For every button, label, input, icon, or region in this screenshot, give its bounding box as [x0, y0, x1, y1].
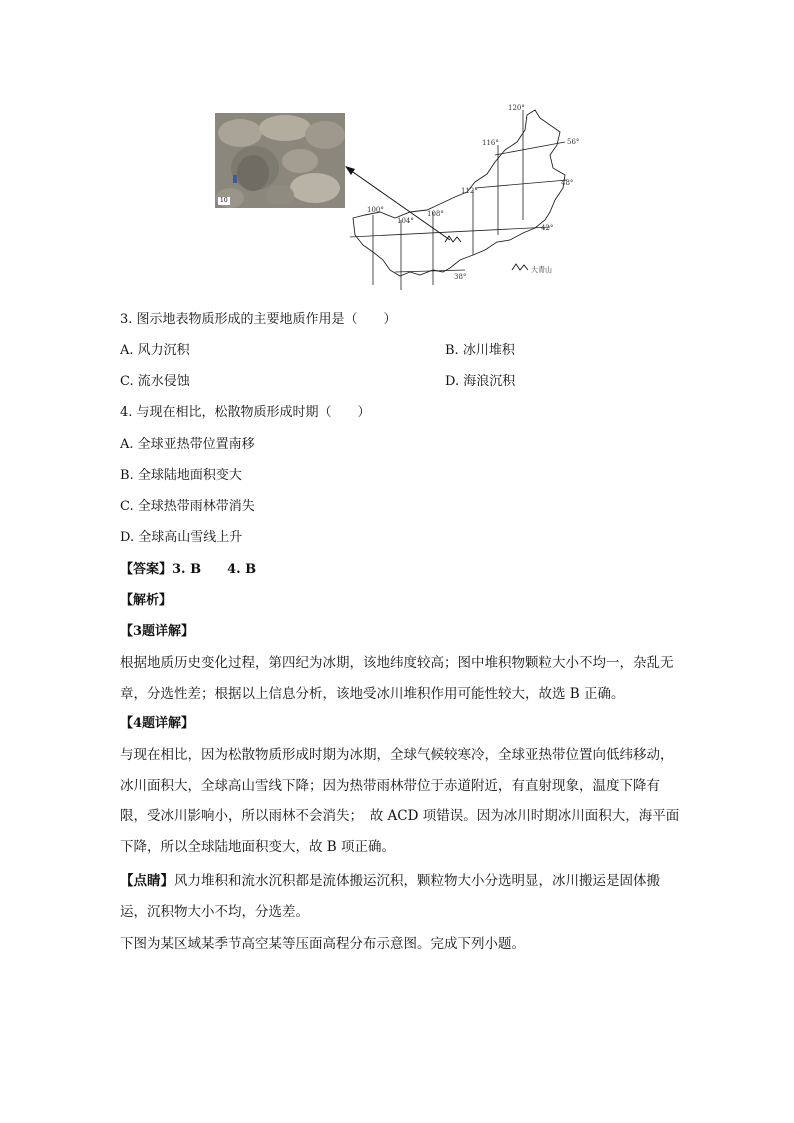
latitude-label-48: 48° [561, 179, 574, 187]
highlight-text: 风力堆积和流水沉积都是流体搬运沉积，颗粒物大小分选明显，冰川搬运是固体搬运，沉积物大小不均，分选差。 [120, 873, 660, 920]
q3-option-b: B. 冰川堆积 [445, 343, 515, 358]
next-intro: 下图为某区域某季节高空某等压面高程分布示意图。完成下列小题。 [120, 936, 525, 952]
photo-scale-label: 10 [220, 197, 228, 204]
latitude-label-56: 56° [567, 138, 580, 146]
detail3-label: 【3题详解】 [120, 624, 195, 639]
detail3-text: 根据地质历史变化过程，第四纪为冰期，该地纬度较高；图中堆积物颗粒大小不均一，杂乱无章，分选性差；根据以上信息分析，该地受冰川堆积作用可能性较大，故选 B 正确。 [120, 655, 674, 702]
answer-line: 【答案】3. B 4. B [120, 562, 257, 577]
q4-option-c: C. 全球热带雨林带消失 [120, 499, 255, 514]
location-arrowhead [345, 166, 355, 175]
legend-mountain-icon [512, 264, 528, 270]
latitude-line-48 [475, 180, 567, 188]
highlight-block [120, 866, 680, 927]
detail4-label: 【4题详解】 [120, 716, 195, 731]
q4-stem: 4. 与现在相比，松散物质形成时期（ ） [120, 405, 371, 420]
q3-stem: 3. 图示地表物质形成的主要地质作用是（ ） [120, 312, 397, 327]
analysis-label: 【解析】 [120, 593, 173, 608]
inner-mongolia-map [205, 100, 595, 295]
q3-option-a: A. 风力沉积 [120, 343, 190, 358]
figure [205, 100, 595, 295]
latitude-label-38: 38° [454, 273, 467, 281]
location-arrow [350, 170, 450, 240]
longitude-label-108: 108° [427, 210, 444, 218]
q3-option-c: C. 流水侵蚀 [120, 374, 190, 389]
region-boundary [353, 110, 565, 276]
latitude-label-42: 42° [541, 224, 554, 232]
longitude-label-100: 100° [367, 206, 384, 214]
q4-option-a: A. 全球亚热带位置南移 [120, 437, 255, 452]
longitude-label-112: 112° [461, 187, 478, 195]
legend-label: 大青山 [531, 266, 552, 274]
longitude-label-104: 104° [397, 217, 414, 225]
q4-option-b: B. 全球陆地面积变大 [120, 468, 242, 483]
q4-option-d: D. 全球高山雪线上升 [120, 530, 243, 545]
highlight-label: 【点睛】 [120, 873, 174, 889]
longitude-label-116: 116° [482, 139, 499, 147]
q3-option-d: D. 海浪沉积 [445, 374, 516, 389]
longitude-label-120: 120° [508, 104, 525, 112]
mountain-icon [445, 236, 461, 242]
latitude-line-42 [350, 227, 550, 237]
detail4-text: 与现在相比，因为松散物质形成时期为冰期，全球气候较寒冷，全球亚热带位置向低纬移动，冰川面积大，全球高山雪线下降；因为热带雨林带位于赤道附近，有直射现象，温度下降有限，受冰川影响小，所以雨林不会消失； 故 ACD 项错误。因为冰川时期冰川面积大，海平面下降，所以全球陆地面积变大，故 B 项正确。 [120, 747, 680, 855]
